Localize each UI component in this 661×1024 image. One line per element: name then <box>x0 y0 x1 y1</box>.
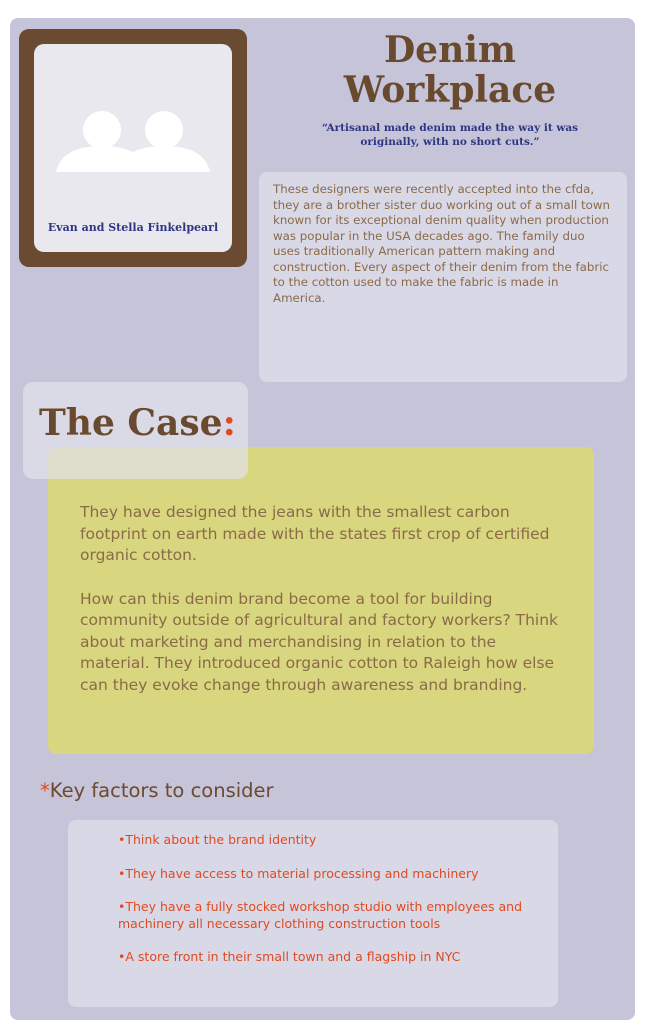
profile-caption: Evan and Stella Finkelpearl <box>47 221 219 234</box>
key-factors-heading <box>40 779 274 803</box>
list-item-text: They have access to material processing and machinery <box>125 865 479 881</box>
asterisk-icon: * <box>40 779 50 802</box>
key-factors-list <box>118 832 538 966</box>
case-paragraph: They have designed the jeans with the smallest carbon footprint on earth made with the states first crop of certified organic cotton. <box>80 503 550 564</box>
page-title: Denim Workplace <box>343 29 557 111</box>
bullet-icon: • <box>118 865 126 881</box>
list-item-text: They have a fully stocked workshop studio with employees and machinery all necessary clothing construction tools <box>118 899 523 931</box>
list-item <box>118 949 538 966</box>
key-factors-heading-text: Key factors to consider <box>49 779 274 802</box>
profile-photo <box>34 44 232 252</box>
profile-photo-frame <box>19 29 247 267</box>
case-box <box>48 447 594 754</box>
bullet-icon: • <box>118 899 126 914</box>
people-icon <box>46 110 220 172</box>
key-factors-box <box>68 820 558 1007</box>
case-heading-colon: : <box>222 402 236 444</box>
bio-text: These designers were recently accepted into the cfda, they are a brother sister duo working out of a small town known for its exceptional denim quality when production was popular in the USA decades ago. The family duo uses traditionally American pattern making and construction. Every aspect of their denim from the fabric to the cotton used to make the fabric is made in America. <box>273 182 610 305</box>
bullet-icon: • <box>118 832 126 847</box>
case-heading-box <box>23 382 248 479</box>
case-heading <box>39 403 236 443</box>
case-paragraph: How can this denim brand become a tool for building community outside of agricultural and factory workers? Think about marketing and merchandising in relation to the material. They introduced organic cotton to Raleigh how else can they evoke change through awareness and branding. <box>80 589 559 694</box>
tagline: “Artisanal made denim made the way it was originally, with no short cuts.” <box>321 122 579 148</box>
bullet-icon: • <box>118 949 126 964</box>
list-item <box>118 899 538 932</box>
list-item <box>118 866 538 883</box>
list-item-text: A store front in their small town and a flagship in NYC <box>125 949 461 964</box>
list-item <box>118 832 538 849</box>
case-heading-text: The Case <box>39 402 223 444</box>
bio-box <box>259 172 627 382</box>
list-item-text: Think about the brand identity <box>125 832 317 847</box>
